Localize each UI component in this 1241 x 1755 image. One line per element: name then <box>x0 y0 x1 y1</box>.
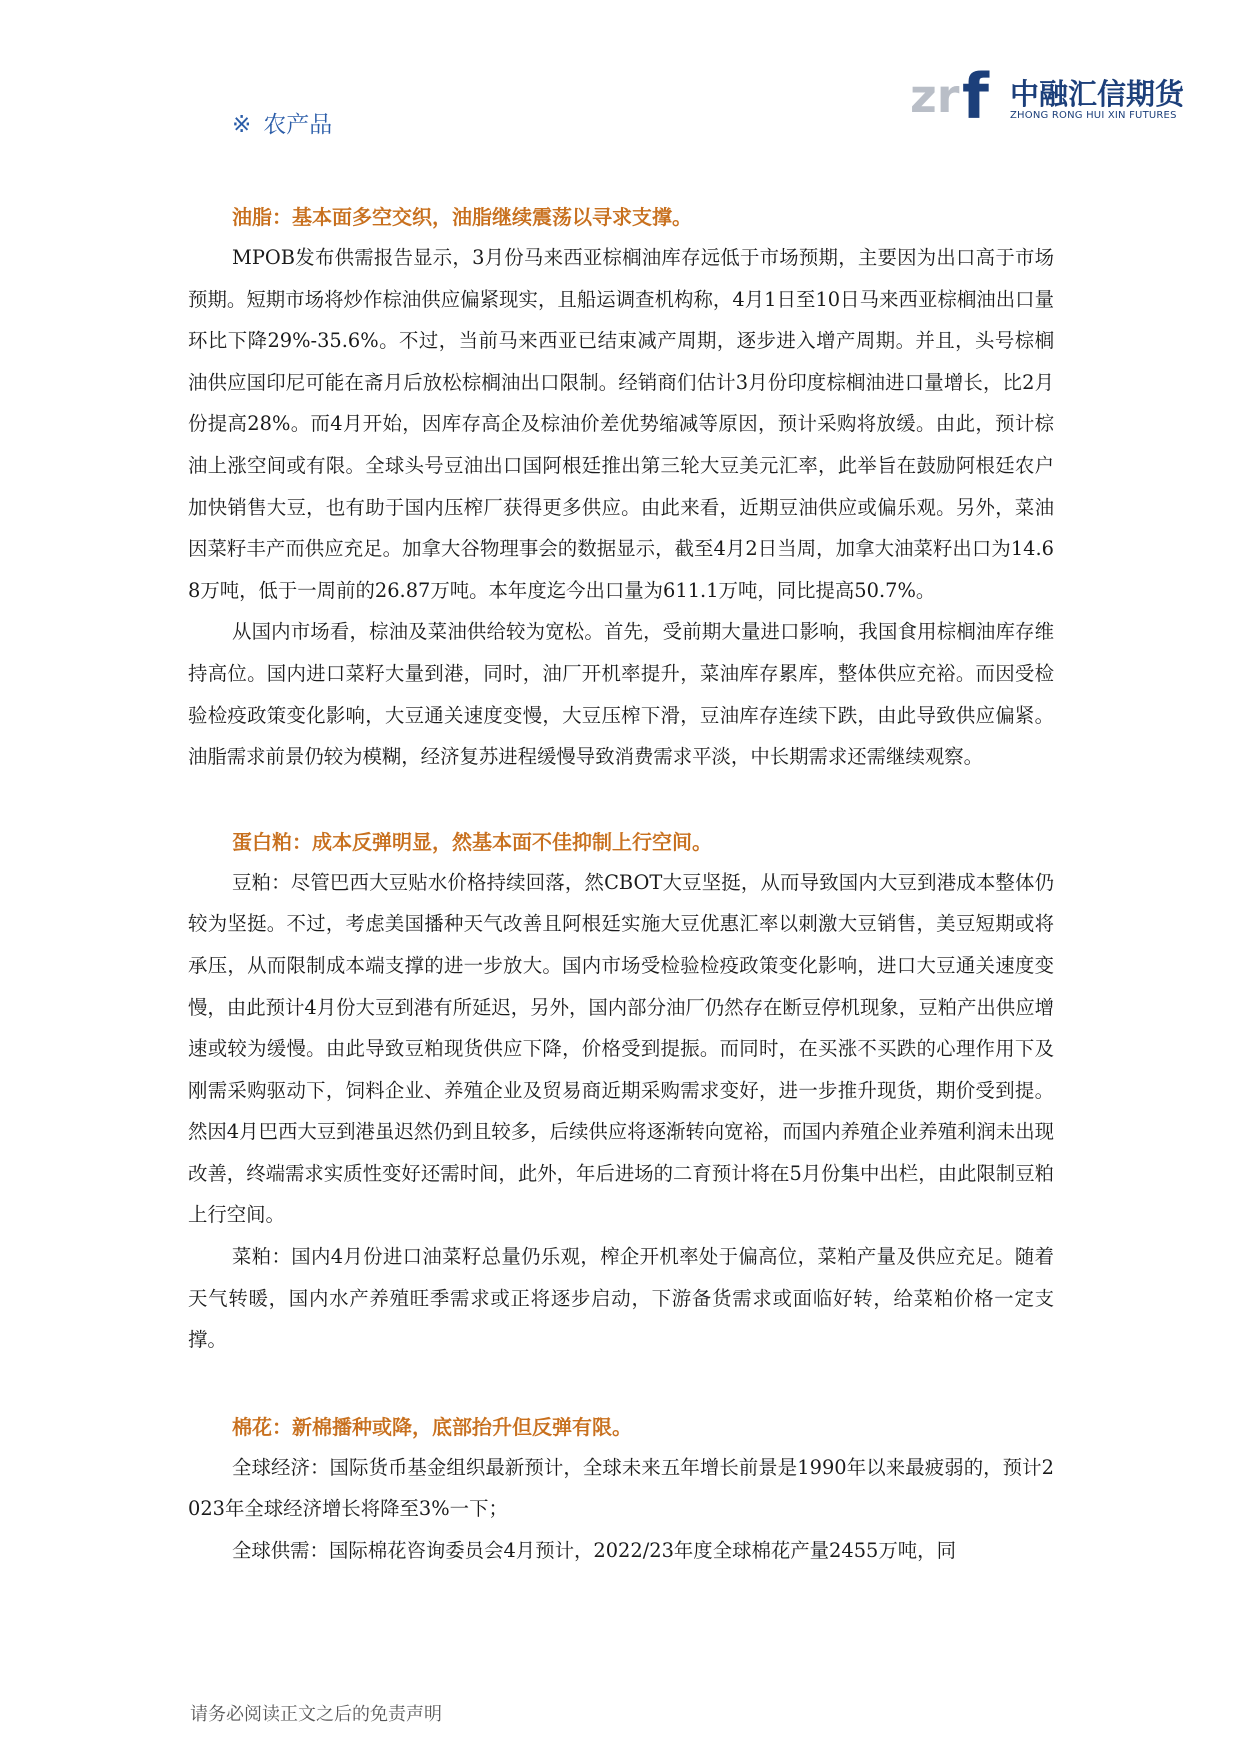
svg-text:f: f <box>962 62 989 128</box>
section-spacer <box>188 1361 1054 1407</box>
logo-company-name-cn: 中融汇信期货 <box>1010 77 1185 111</box>
section-title-oils: 油脂：基本面多空交织，油脂继续震荡以寻求支撑。 <box>232 205 692 229</box>
section-title-cotton: 棉花：新棉播种或降，底部抬升但反弹有限。 <box>232 1414 632 1439</box>
zrf-logo-mark-icon <box>910 62 1010 128</box>
report-body <box>188 197 1054 1572</box>
paragraph: 全球供需：国际棉花咨询委员会4月预计，2022/23年度全球棉花产量2455万吨，同 <box>232 1539 956 1563</box>
paragraph: MPOB发布供需报告显示，3月份马来西亚棕榈油库存远低于市场预期，主要因为出口高于市场预期。短期市场将炒作棕油供应偏紧现实，且船运调查机构称，4月1日至10日马来西亚棕榈油出口量环比下降29%-35.6%。不过，当前马来西亚已结束减产周期，逐步进入增产周期。并且，头号棕榈油供应国印尼可能在斋月后放松棕榈油出口限制。经销商们估计3月份印度棕榈油进口量增长，比2月份提高28%。而4月开始，因库存高企及棕油价差优势缩减等原因，预计采购将放缓。由此，预计棕油上涨空间或有限。全球头号豆油出口国阿根廷推出第三轮大豆美元汇率，此举旨在鼓励阿根廷农户加快销售大豆，也有助于国内压榨厂获得更多供应。由此来看，近期豆油供应或偏乐观。另外，菜油因菜籽丰产而供应充足。加拿大谷物理事会的数据显示，截至4月2日当周，加拿大油菜籽出口为14.68万吨，低于一周前的26.87万吨。本年度迄今出口量为611.1万吨，同比提高50.7%。 <box>188 246 1054 602</box>
company-logo <box>910 62 1195 128</box>
paragraph: 从国内市场看，棕油及菜油供给较为宽松。首先，受前期大量进口影响，我国食用棕榈油库存维持高位。国内进口菜籽大量到港，同时，油厂开机率提升，菜油库存累库，整体供应充裕。而因受检验检疫政策变化影响，大豆通关速度变慢，大豆压榨下滑，豆油库存连续下跌，由此导致供应偏紧。油脂需求前景仍较为模糊，经济复苏进程缓慢导致消费需求平淡，中长期需求还需继续观察。 <box>188 620 1054 769</box>
page-section-header <box>232 106 332 139</box>
disclaimer-note: 请务必阅读正文之后的免责声明 <box>190 1704 442 1725</box>
section-title-protein-meal: 蛋白粕：成本反弹明显，然基本面不佳抑制上行空间。 <box>232 829 712 854</box>
section-spacer <box>188 778 1054 822</box>
logo-company-name-en: ZHONG RONG HUI XIN FUTURES <box>1010 110 1177 121</box>
paragraph: 全球经济：国际货币基金组织最新预计，全球未来五年增长前景是1990年以来最疲弱的，预计2023年全球经济增长将降至3%一下； <box>188 1455 1054 1521</box>
svg-text:zr: zr <box>910 69 960 123</box>
paragraph: 菜粕：国内4月份进口油菜籽总量仍乐观，榨企开机率处于偏高位，菜粕产量及供应充足。随着天气转暖，国内水产养殖旺季需求或正将逐步启动，下游备货需求或面临好转，给菜粕价格一定支撑。 <box>188 1245 1054 1352</box>
paragraph: 豆粕：尽管巴西大豆贴水价格持续回落，然CBOT大豆坚挺，从而导致国内大豆到港成本整体仍较为坚挺。不过，考虑美国播种天气改善且阿根廷实施大豆优惠汇率以刺激大豆销售，美豆短期或将承压，从而限制成本端支撑的进一步放大。国内市场受检验检疫政策变化影响，进口大豆通关速度变慢，由此预计4月份大豆到港有所延迟，另外，国内部分油厂仍然存在断豆停机现象，豆粕产出供应增速或较为缓慢。由此导致豆粕现货供应下降，价格受到提振。而同时，在买涨不买跌的心理作用下及刚需采购驱动下，饲料企业、养殖企业及贸易商近期采购需求变好，进一步推升现货，期价受到提。然因4月巴西大豆到港虽迟然仍到且较多，后续供应将逐渐转向宽裕，而国内养殖企业养殖利润未出现改善，终端需求实质性变好还需时间，此外，年后进场的二育预计将在5月份集中出栏，由此限制豆粕上行空间。 <box>188 870 1054 1227</box>
reference-mark-icon: ※ <box>232 112 252 138</box>
page-section-name: 农产品 <box>263 112 333 138</box>
